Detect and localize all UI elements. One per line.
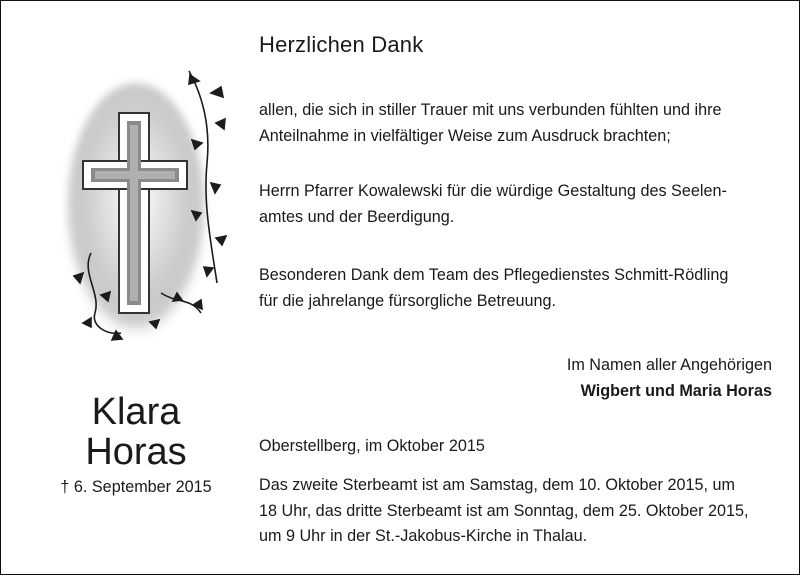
signature-intro: Im Namen aller Angehörigen xyxy=(566,356,772,374)
death-date: † 6. September 2015 xyxy=(60,478,212,496)
thanks-paragraph-2 xyxy=(259,179,727,230)
text-line: um 9 Uhr in der St.-Jakobus-Kirche in Thalau. xyxy=(259,527,588,545)
cross-icon xyxy=(61,63,227,351)
text-line: Besonderen Dank dem Team des Pflegedienstes Schmitt-Rödling xyxy=(259,266,729,284)
text-line: Anteilnahme in vielfältiger Weise zum Ausdruck brachten; xyxy=(259,126,671,145)
text-line: für die jahrelange fürsorgliche Betreuung. xyxy=(259,291,556,310)
text-line: Herrn Pfarrer Kowalewski für die würdige Gestaltung des Seelen- xyxy=(259,182,727,200)
thanks-paragraph-1 xyxy=(259,98,722,149)
service-info xyxy=(259,473,779,550)
heading: Herzlichen Dank xyxy=(259,32,424,57)
deceased-last-name: Horas xyxy=(85,431,187,473)
deceased-first-name: Klara xyxy=(91,391,181,433)
signature-names: Wigbert und Maria Horas xyxy=(580,382,772,400)
thanks-paragraph-3 xyxy=(259,263,728,314)
text-line: Das zweite Sterbeamt ist am Samstag, dem 10. Oktober 2015, um xyxy=(259,476,735,494)
text-line: allen, die sich in stiller Trauer mit uns verbunden fühlten und ihre xyxy=(259,101,722,119)
place-date: Oberstellberg, im Oktober 2015 xyxy=(259,437,485,455)
text-line: 18 Uhr, das dritte Sterbeamt ist am Sonntag, dem 25. Oktober 2015, xyxy=(259,501,749,520)
text-line: amtes und der Beerdigung. xyxy=(259,207,455,226)
